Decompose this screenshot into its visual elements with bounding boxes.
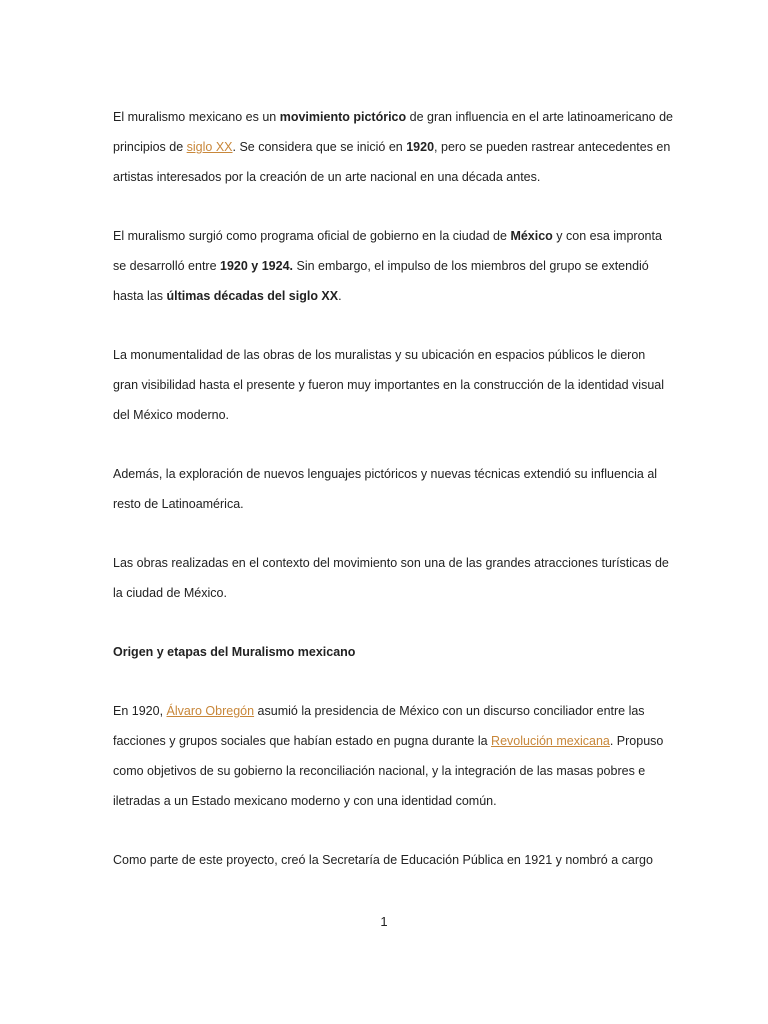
section-heading xyxy=(113,637,673,667)
bold-text: 1920 xyxy=(406,140,435,154)
link-revolucion-mexicana[interactable]: Revolución mexicana xyxy=(491,734,610,748)
paragraph-exploration xyxy=(113,459,673,519)
paragraph-sep xyxy=(113,845,673,875)
paragraph-official-program xyxy=(113,221,673,311)
page-number: 1 xyxy=(380,914,388,929)
bold-text: 1920 y 1924. xyxy=(220,259,294,273)
text-run: . xyxy=(338,289,342,303)
document-body xyxy=(113,102,673,904)
text-run: , pero se pueden rastrear antecedentes en artistas interesados por la creación de un arte nacional en una década antes. xyxy=(113,140,671,184)
text-run: Como parte de este proyecto, creó la Secretaría de Educación Pública en 1921 y nombró a cargo xyxy=(113,853,653,867)
paragraph-monumentality xyxy=(113,340,673,430)
text-run: El muralismo mexicano es un xyxy=(113,110,280,124)
text-run: y con esa impronta se desarrolló entre xyxy=(113,229,662,273)
text-run: En 1920, xyxy=(113,704,167,718)
text-run: El muralismo surgió como programa oficial de gobierno en la ciudad de xyxy=(113,229,511,243)
link-alvaro-obregon[interactable]: Álvaro Obregón xyxy=(166,704,255,718)
text-run: . Propuso como objetivos de su gobierno la reconciliación nacional, y la integración de las masas pobres e iletradas a un Estado mexicano moderno y con una identidad común. xyxy=(113,734,664,808)
bold-text: movimiento pictórico xyxy=(279,110,407,124)
text-run: de gran influencia en el arte latinoamericano de principios de xyxy=(113,110,673,154)
paragraph-obregon xyxy=(113,696,673,816)
bold-text: últimas décadas del siglo XX xyxy=(166,289,339,303)
text-run: La monumentalidad de las obras de los muralistas y su ubicación en espacios públicos le dieron gran visibilidad hasta el presente y fueron muy importantes en la construcción de la identidad visual del México moderno. xyxy=(113,348,665,422)
text-run: Además, la exploración de nuevos lenguajes pictóricos y nuevas técnicas extendió su influencia al resto de Latinoamérica. xyxy=(113,467,658,511)
text-run: Las obras realizadas en el contexto del movimiento son una de las grandes atracciones turísticas de la ciudad de México. xyxy=(113,556,669,600)
text-run: . Se considera que se inició en xyxy=(232,140,407,154)
text-run: asumió la presidencia de México con un discurso conciliador entre las facciones y grupos sociales que habían estado en pugna durante la xyxy=(113,704,645,748)
paragraph-intro xyxy=(113,102,673,192)
text-run: Sin embargo, el impulso de los miembros del grupo se extendió hasta las xyxy=(113,259,649,303)
heading-text: Origen y etapas del Muralismo mexicano xyxy=(113,645,356,659)
paragraph-attractions xyxy=(113,548,673,608)
link-siglo-xx[interactable]: siglo XX xyxy=(186,140,233,154)
bold-text: México xyxy=(510,229,553,243)
